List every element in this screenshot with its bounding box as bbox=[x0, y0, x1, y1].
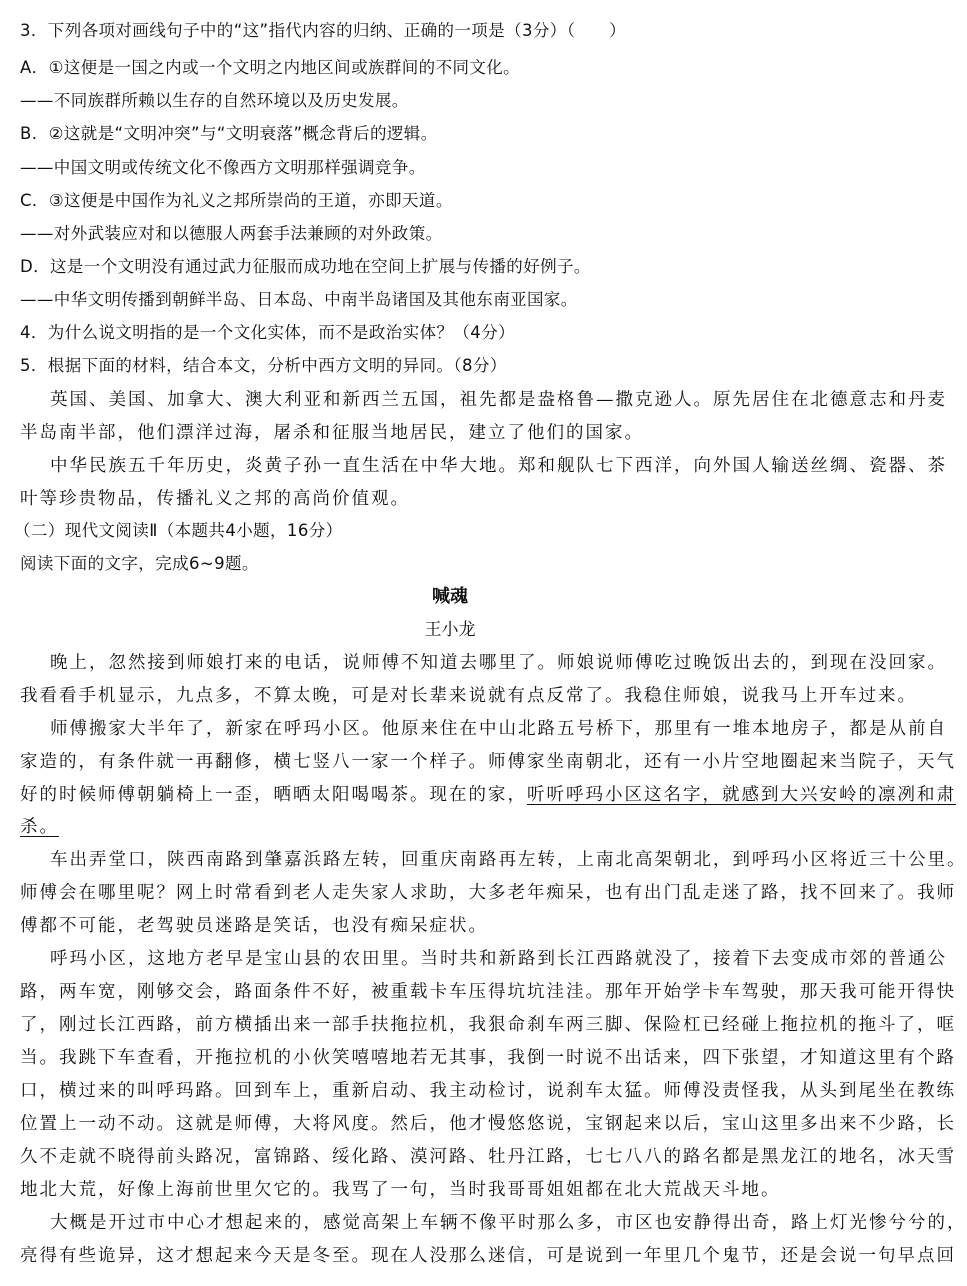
question-5: 5．根据下面的材料，结合本文，分析中西方文明的异同。（8分） bbox=[20, 356, 507, 375]
story-line: 位置上一动不动。这就是师傅，大将风度。然后，他才慢悠悠说，宝钢起来以后，宝山这里多出来不少路，长 bbox=[20, 1114, 956, 1134]
story-line bbox=[20, 816, 920, 838]
story-line: 大概是开过市中心才想起来的，感觉高架上车辆不像平时那么多，市区也安静得出奇，路上灯光惨兮兮的， bbox=[50, 1213, 967, 1233]
story-line: 呼玛小区，这地方老早是宝山县的农田里。当时共和新路到长江西路就没了，接着下去变成市郊的普通公 bbox=[50, 949, 947, 969]
section-instruction: 阅读下面的文字，完成6~9题。 bbox=[20, 554, 259, 573]
underlined-sentence: 听听呼玛小区这名字，就感到大兴安岭的凛冽和肃 bbox=[527, 785, 956, 805]
material-paragraph-2-line-1: 中华民族五千年历史，炎黄子孙一直生活在中华大地。郑和舰队七下西洋，向外国人输送丝绸、瓷器、茶 bbox=[50, 456, 947, 476]
story-line-plain: 好的时候师傅朝躺椅上一歪，晒晒太阳喝喝茶。现在的家， bbox=[20, 785, 527, 805]
option-d-line-1: D．这是一个文明没有通过武力征服而成功地在空间上扩展与传播的好例子。 bbox=[20, 257, 591, 276]
story-line: 车出弄堂口，陕西南路到肇嘉浜路左转，回重庆南路再左转，上南北高架朝北，到呼玛小区将近三十公里。 bbox=[50, 850, 967, 870]
story-line: 晚上，忽然接到师娘打来的电话，说师傅不知道去哪里了。师娘说师傅吃过晚饭出去的，到现在没回家。 bbox=[50, 653, 947, 673]
story-line: 我看看手机显示，九点多，不算太晚，可是对长辈来说就有点反常了。我稳住师娘，说我马上开车过来。 bbox=[20, 686, 917, 706]
story-line: 久不走就不晓得前头路况，富锦路、绥化路、漠河路、牡丹江路，七七八八的路名都是黑龙江的地名，冰天雪 bbox=[20, 1147, 956, 1167]
story-line: 当。我跳下车查看，开拖拉机的小伙笑嘻嘻地若无其事，我倒一时说不出话来，四下张望，才知道这里有个路 bbox=[20, 1048, 956, 1068]
underlined-sentence-end: 杀。 bbox=[20, 817, 59, 837]
question-3: 3．下列各项对画线句子中的“这”指代内容的归纳、正确的一项是（3分）（ ） bbox=[20, 21, 627, 40]
story-title: 喊魂 bbox=[432, 586, 468, 607]
option-b-line-2: ——中国文明或传统文化不像西方文明那样强调竞争。 bbox=[20, 158, 426, 177]
story-line: 口，横过来的叫呼玛路。回到车上，重新启动、我主动检讨，说刹车太猛。师傅没责怪我，从头到尾坐在教练 bbox=[20, 1081, 956, 1101]
material-paragraph-1-line-1: 英国、美国、加拿大、澳大利亚和新西兰五国，祖先都是盎格鲁—撒克逊人。原先居住在北德意志和丹麦 bbox=[50, 390, 947, 410]
story-line: 亮得有些诡异，这才想起来今天是冬至。现在人没那么迷信，可是说到一年里几个鬼节，还是会说一句早点回 bbox=[20, 1246, 956, 1266]
story-line: 了，刚过长江西路，前方横插出来一部手扶拖拉机，我狠命刹车两三脚、保险杠已经碰上拖拉机的拖斗了，哐 bbox=[20, 1015, 956, 1035]
option-c-line-2: ——对外武装应对和以德服人两套手法兼顾的对外政策。 bbox=[20, 224, 443, 243]
option-c-line-1: C．③这便是中国作为礼义之邦所崇尚的王道，亦即天道。 bbox=[20, 191, 453, 210]
option-a-line-1: A．①这便是一国之内或一个文明之内地区间或族群间的不同文化。 bbox=[20, 58, 521, 77]
story-line: 师傅会在哪里呢？网上时常看到老人走失家人求助，大多老年痴呆，也有出门乱走迷了路，找不回来了。我师 bbox=[20, 883, 956, 903]
story-line: 师傅搬家大半年了，新家在呼玛小区。他原来住在中山北路五号桥下，那里有一堆本地房子，都是从前自 bbox=[50, 719, 947, 739]
question-4: 4．为什么说文明指的是一个文化实体，而不是政治实体？（4分） bbox=[20, 323, 515, 342]
story-author: 王小龙 bbox=[424, 620, 476, 640]
story-line: 地北大荒，好像上海前世里欠它的。我骂了一句，当时我哥哥姐姐都在北大荒战天斗地。 bbox=[20, 1180, 781, 1200]
option-b-line-1: B．②这就是“文明冲突”与“文明衰落”概念背后的逻辑。 bbox=[20, 124, 438, 143]
story-line: 家造的，有条件就一再翻修，横七竖八一家一个样子。师傅家坐南朝北，还有一小片空地圈起来当院子，天气 bbox=[20, 752, 956, 772]
option-d-line-2: ——中华文明传播到朝鲜半岛、日本岛、中南半岛诸国及其他东南亚国家。 bbox=[20, 290, 578, 309]
option-a-line-2: ——不同族群所赖以生存的自然环境以及历史发展。 bbox=[20, 91, 409, 110]
story-line: 路，两车宽，刚够交会，路面条件不好，被重载卡车压得坑坑洼洼。那年开始学卡车驾驶，那天我可能开得快 bbox=[20, 982, 956, 1002]
story-line bbox=[20, 784, 956, 806]
material-paragraph-2-line-2: 叶等珍贵物品，传播礼义之邦的高尚价值观。 bbox=[20, 489, 410, 509]
material-paragraph-1-line-2: 半岛南半部，他们漂洋过海，屠杀和征服当地居民，建立了他们的国家。 bbox=[20, 423, 644, 443]
section-heading: （二）现代文阅读Ⅱ（本题共4小题，16分） bbox=[14, 521, 343, 540]
story-line: 傅都不可能，老驾驶员迷路是笑话，也没有痴呆症状。 bbox=[20, 916, 488, 936]
